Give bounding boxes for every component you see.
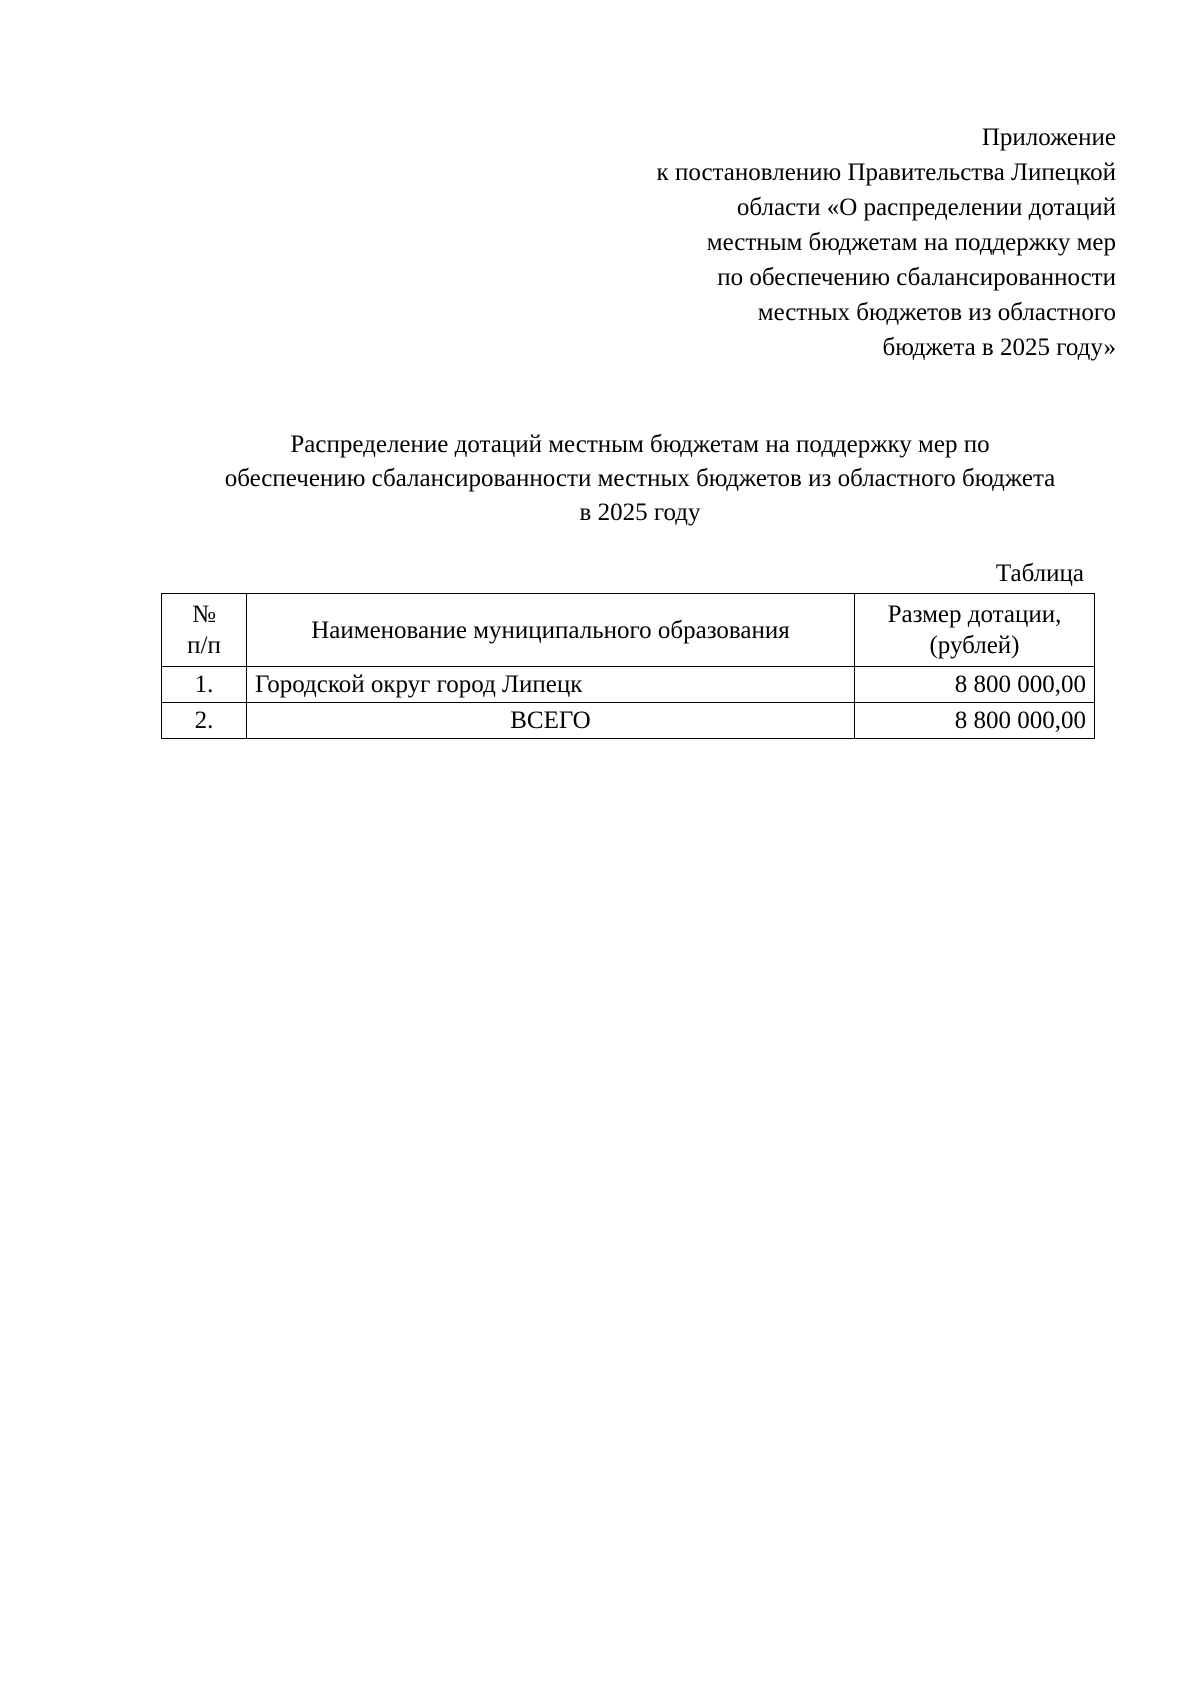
annex-line: местных бюджетов из областного [757,299,1116,326]
annex-line: бюджета в 2025 году» [882,334,1116,361]
header-amount-line2: (рублей) [929,632,1020,659]
annex-line: области «О распределении дотаций [736,194,1116,221]
header-municipality: Наименование муниципального образования [247,594,855,667]
title-line: обеспечению сбалансированности местных бюджетов из областного бюджета [224,465,1056,492]
header-number-line1: № [192,601,216,628]
annex-line: Приложение [981,124,1116,151]
header-number [162,594,247,667]
table-header-row [162,594,1095,667]
table-row-total [162,703,1095,739]
table-row [162,667,1095,703]
annex-line: по обеспечению сбалансированности [717,264,1116,291]
document-title [160,428,1120,530]
row-municipality: Городской округ город Липецк [247,667,855,703]
title-line: Распределение дотаций местным бюджетам на поддержку мер по [290,431,990,458]
row-number: 1. [162,667,247,703]
row-total-label: ВСЕГО [247,703,855,739]
grant-distribution-table [161,593,1095,739]
header-number-line2: п/п [187,632,221,659]
table-label: Таблица [995,560,1084,587]
annex-line: к постановлению Правительства Липецкой [656,159,1116,186]
annex-note [516,120,1116,365]
title-line: в 2025 году [579,499,701,526]
row-amount: 8 800 000,00 [855,703,1095,739]
header-amount [855,594,1095,667]
header-amount-line1: Размер дотации, [887,601,1062,628]
annex-line: местным бюджетам на поддержку мер [706,229,1116,256]
row-amount: 8 800 000,00 [855,667,1095,703]
row-number: 2. [162,703,247,739]
